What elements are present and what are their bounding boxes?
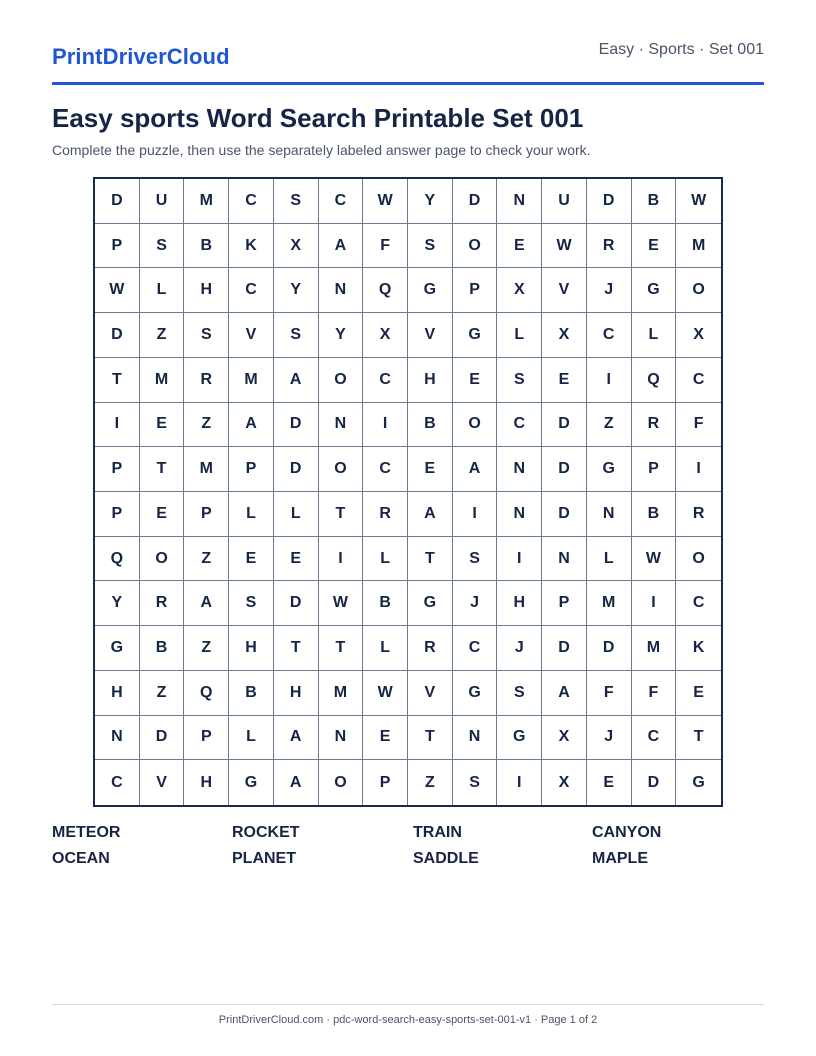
- grid-cell: O: [319, 358, 364, 403]
- grid-cell: S: [140, 224, 185, 269]
- grid-cell: S: [453, 760, 498, 805]
- grid-cell: Q: [95, 537, 140, 582]
- grid-cell: R: [363, 492, 408, 537]
- grid-cell: F: [363, 224, 408, 269]
- grid-cell: A: [274, 716, 319, 761]
- grid-cell: X: [274, 224, 319, 269]
- grid-cell: G: [95, 626, 140, 671]
- grid-cell: N: [453, 716, 498, 761]
- grid-cell: G: [453, 313, 498, 358]
- grid-cell: O: [676, 537, 721, 582]
- grid-cell: Z: [140, 313, 185, 358]
- grid-cell: N: [497, 492, 542, 537]
- grid-cell: B: [229, 671, 274, 716]
- grid-cell: C: [363, 358, 408, 403]
- grid-cell: C: [363, 447, 408, 492]
- grid-cell: L: [274, 492, 319, 537]
- grid-cell: C: [95, 760, 140, 805]
- grid-cell: E: [676, 671, 721, 716]
- grid-cell: D: [542, 626, 587, 671]
- grid-cell: G: [408, 581, 453, 626]
- grid-cell: J: [587, 716, 632, 761]
- puzzle-meta: Easy · Sports · Set 001: [598, 41, 764, 58]
- grid-cell: O: [453, 403, 498, 448]
- grid-cell: R: [632, 403, 677, 448]
- grid-cell: X: [542, 760, 587, 805]
- grid-cell: L: [632, 313, 677, 358]
- grid-cell: D: [542, 447, 587, 492]
- grid-cell: N: [319, 716, 364, 761]
- grid-cell: O: [453, 224, 498, 269]
- grid-cell: M: [632, 626, 677, 671]
- grid-cell: J: [453, 581, 498, 626]
- grid-cell: L: [363, 537, 408, 582]
- grid-cell: E: [363, 716, 408, 761]
- grid-cell: T: [274, 626, 319, 671]
- grid-cell: W: [95, 268, 140, 313]
- grid-cell: P: [95, 492, 140, 537]
- grid-cell: C: [319, 179, 364, 224]
- grid-cell: H: [408, 358, 453, 403]
- word-list-item: SADDLE: [413, 850, 479, 867]
- grid-cell: B: [363, 581, 408, 626]
- grid-cell: W: [676, 179, 721, 224]
- grid-cell: P: [229, 447, 274, 492]
- grid-cell: H: [184, 268, 229, 313]
- grid-cell: S: [497, 671, 542, 716]
- grid-cell: Z: [587, 403, 632, 448]
- grid-cell: N: [587, 492, 632, 537]
- grid-cell: P: [453, 268, 498, 313]
- grid-cell: I: [497, 760, 542, 805]
- grid-cell: W: [542, 224, 587, 269]
- grid-cell: I: [497, 537, 542, 582]
- grid-cell: W: [319, 581, 364, 626]
- page-subtitle: Complete the puzzle, then use the separately labeled answer page to check your work.: [52, 142, 591, 158]
- grid-cell: S: [497, 358, 542, 403]
- grid-cell: G: [497, 716, 542, 761]
- grid-cell: B: [632, 492, 677, 537]
- grid-cell: G: [632, 268, 677, 313]
- grid-cell: D: [274, 403, 319, 448]
- grid-cell: T: [676, 716, 721, 761]
- grid-cell: Q: [184, 671, 229, 716]
- grid-cell: V: [229, 313, 274, 358]
- grid-cell: L: [229, 492, 274, 537]
- grid-cell: P: [542, 581, 587, 626]
- page-footer: PrintDriverCloud.com · pdc-word-search-easy-sports-set-001-v1 · Page 1 of 2: [218, 1014, 598, 1026]
- grid-cell: T: [408, 537, 453, 582]
- grid-cell: N: [95, 716, 140, 761]
- grid-cell: B: [632, 179, 677, 224]
- grid-cell: X: [542, 716, 587, 761]
- grid-cell: V: [408, 671, 453, 716]
- grid-cell: Z: [184, 537, 229, 582]
- grid-cell: H: [229, 626, 274, 671]
- grid-cell: M: [229, 358, 274, 403]
- grid-cell: G: [453, 671, 498, 716]
- grid-cell: J: [587, 268, 632, 313]
- grid-cell: X: [542, 313, 587, 358]
- grid-cell: W: [363, 671, 408, 716]
- grid-cell: E: [140, 492, 185, 537]
- grid-cell: T: [140, 447, 185, 492]
- grid-cell: E: [542, 358, 587, 403]
- word-list-item: ROCKET: [232, 824, 300, 841]
- grid-cell: E: [274, 537, 319, 582]
- grid-cell: C: [229, 268, 274, 313]
- grid-cell: V: [542, 268, 587, 313]
- grid-cell: U: [542, 179, 587, 224]
- page-title: Easy sports Word Search Printable Set 001: [52, 103, 584, 133]
- grid-cell: R: [676, 492, 721, 537]
- grid-cell: A: [408, 492, 453, 537]
- grid-cell: N: [319, 268, 364, 313]
- grid-cell: A: [184, 581, 229, 626]
- grid-cell: F: [587, 671, 632, 716]
- word-list-item: MAPLE: [592, 850, 648, 867]
- grid-cell: C: [497, 403, 542, 448]
- grid-cell: D: [542, 492, 587, 537]
- word-list-item: PLANET: [232, 850, 296, 867]
- grid-cell: D: [274, 581, 319, 626]
- grid-cell: N: [497, 179, 542, 224]
- grid-cell: P: [363, 760, 408, 805]
- grid-cell: Y: [408, 179, 453, 224]
- grid-cell: D: [95, 313, 140, 358]
- grid-cell: I: [363, 403, 408, 448]
- grid-cell: P: [184, 492, 229, 537]
- grid-cell: H: [184, 760, 229, 805]
- grid-cell: Z: [140, 671, 185, 716]
- grid-cell: X: [676, 313, 721, 358]
- grid-cell: M: [676, 224, 721, 269]
- grid-cell: A: [453, 447, 498, 492]
- grid-cell: R: [184, 358, 229, 403]
- grid-cell: W: [363, 179, 408, 224]
- word-list: [52, 824, 764, 868]
- grid-cell: I: [95, 403, 140, 448]
- grid-cell: L: [140, 268, 185, 313]
- grid-cell: E: [453, 358, 498, 403]
- grid-cell: O: [676, 268, 721, 313]
- grid-cell: P: [95, 224, 140, 269]
- grid-cell: I: [632, 581, 677, 626]
- grid-cell: G: [692, 773, 705, 791]
- grid-cell: L: [497, 313, 542, 358]
- grid-cell: Z: [408, 760, 453, 805]
- grid-cell: X: [497, 268, 542, 313]
- word-list-item: CANYON: [592, 824, 662, 841]
- grid-cell: T: [319, 626, 364, 671]
- footer-divider: [52, 1004, 764, 1005]
- grid-cell: D: [632, 760, 677, 805]
- grid-cell: M: [140, 358, 185, 403]
- grid-cell: S: [184, 313, 229, 358]
- grid-cell: A: [274, 760, 319, 805]
- grid-cell: V: [140, 760, 185, 805]
- grid-cell: E: [587, 760, 632, 805]
- grid-cell: P: [632, 447, 677, 492]
- grid-cell: A: [319, 224, 364, 269]
- grid-cell: D: [95, 179, 140, 224]
- grid-cell: G: [408, 268, 453, 313]
- grid-cell: C: [587, 313, 632, 358]
- header-divider: [52, 82, 764, 85]
- grid-cell: H: [95, 671, 140, 716]
- grid-cell: A: [229, 403, 274, 448]
- grid-cell: B: [140, 626, 185, 671]
- grid-cell: F: [632, 671, 677, 716]
- grid-cell: U: [140, 179, 185, 224]
- word-list-item: METEOR: [52, 824, 121, 841]
- grid-cell: Z: [184, 626, 229, 671]
- grid-cell: S: [453, 537, 498, 582]
- grid-cell: S: [229, 581, 274, 626]
- word-list-item: OCEAN: [52, 850, 110, 867]
- grid-cell: D: [274, 447, 319, 492]
- grid-cell: B: [184, 224, 229, 269]
- grid-cell: Z: [184, 403, 229, 448]
- grid-cell: Y: [95, 581, 140, 626]
- grid-cell: P: [184, 716, 229, 761]
- grid-cell: D: [140, 716, 185, 761]
- grid-cell: I: [319, 537, 364, 582]
- grid-cell: K: [229, 224, 274, 269]
- grid-cell: K: [676, 626, 721, 671]
- grid-cell: X: [363, 313, 408, 358]
- grid-cell: N: [497, 447, 542, 492]
- grid-cell: C: [632, 716, 677, 761]
- word-list-item: TRAIN: [413, 824, 462, 841]
- grid-cell: N: [542, 537, 587, 582]
- grid-cell: L: [229, 716, 274, 761]
- grid-cell: F: [676, 403, 721, 448]
- grid-cell: I: [453, 492, 498, 537]
- grid-cell: A: [274, 358, 319, 403]
- grid-cell: G: [229, 760, 274, 805]
- grid-cell: C: [229, 179, 274, 224]
- grid-cell: C: [453, 626, 498, 671]
- grid-cell: E: [408, 447, 453, 492]
- grid-cell: I: [676, 447, 721, 492]
- grid-cell: P: [95, 447, 140, 492]
- grid-cell: R: [408, 626, 453, 671]
- grid-cell: D: [453, 179, 498, 224]
- grid-cell: M: [319, 671, 364, 716]
- grid-cell: W: [632, 537, 677, 582]
- grid-cell: M: [184, 447, 229, 492]
- word-search-grid: [93, 177, 723, 807]
- grid-cell: A: [542, 671, 587, 716]
- grid-cell: E: [497, 224, 542, 269]
- grid-cell: H: [497, 581, 542, 626]
- page-header: [52, 0, 764, 86]
- grid-cell: T: [319, 492, 364, 537]
- grid-cell: L: [363, 626, 408, 671]
- grid-cell: S: [274, 179, 319, 224]
- grid-cell: D: [587, 179, 632, 224]
- grid-cell: L: [587, 537, 632, 582]
- grid-cell: Y: [274, 268, 319, 313]
- brand-logo[interactable]: PrintDriverCloud: [52, 44, 230, 69]
- grid-cell: C: [676, 358, 721, 403]
- grid-cell: T: [408, 716, 453, 761]
- grid-cell: O: [140, 537, 185, 582]
- grid-cell: B: [408, 403, 453, 448]
- grid-cell: O: [319, 760, 364, 805]
- grid-cell: S: [408, 224, 453, 269]
- grid-cell: Q: [632, 358, 677, 403]
- grid-cell: N: [319, 403, 364, 448]
- grid-cell: I: [587, 358, 632, 403]
- grid-cell: O: [319, 447, 364, 492]
- grid-cell: Q: [363, 268, 408, 313]
- grid-cell: D: [587, 626, 632, 671]
- grid-cell: D: [542, 403, 587, 448]
- grid-cell: T: [95, 358, 140, 403]
- grid-cell: M: [587, 581, 632, 626]
- grid-cell: E: [229, 537, 274, 582]
- grid-cell: H: [274, 671, 319, 716]
- grid-cell: C: [676, 581, 721, 626]
- grid-cell: R: [587, 224, 632, 269]
- grid-cell: Y: [319, 313, 364, 358]
- grid-cell: M: [184, 179, 229, 224]
- grid-cell: E: [140, 403, 185, 448]
- grid-cell: G: [587, 447, 632, 492]
- grid-cell: J: [497, 626, 542, 671]
- grid-cell: E: [632, 224, 677, 269]
- grid-cell: S: [274, 313, 319, 358]
- grid-cell: V: [408, 313, 453, 358]
- grid-cell: R: [140, 581, 185, 626]
